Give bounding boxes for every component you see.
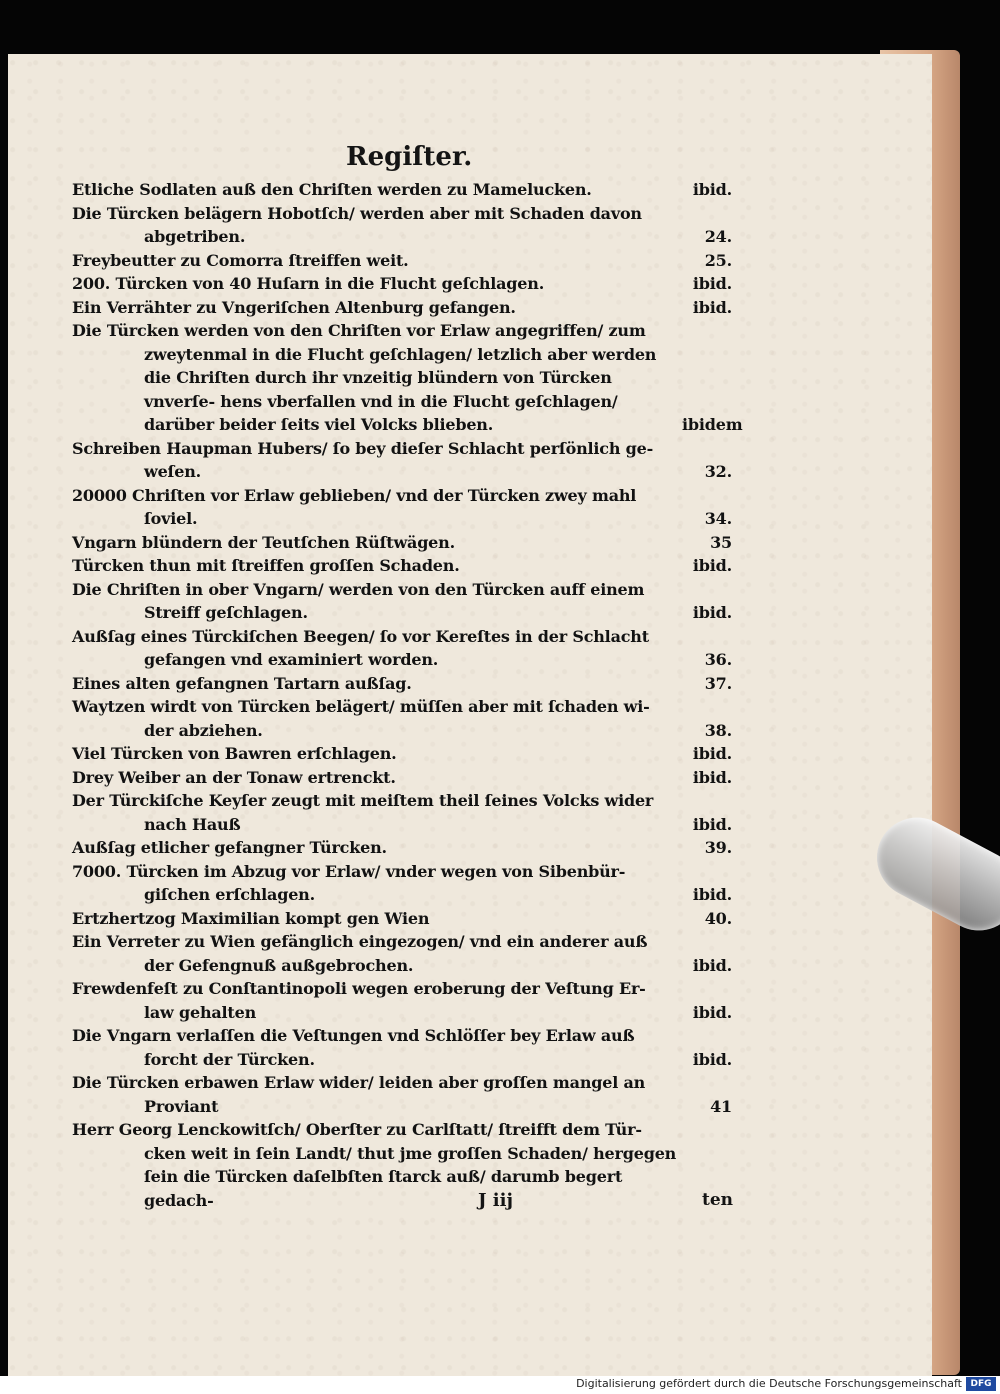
entry-line: Freybeutter zu Comorra ſtreiffen weit. [72, 250, 409, 270]
entry-page-ref: ibid. [692, 955, 732, 975]
entry-continuation: ſoviel. [144, 509, 198, 528]
entry-line: Eines alten gefangnen Tartarn außſag. [72, 673, 412, 693]
entry-line: Herr Georg Lenckowitſch/ Oberſter zu Carlſtatt/ ſtreifft dem Tür- [72, 1120, 642, 1139]
entry-page-ref: ibid. [692, 274, 732, 293]
entry-continuation: weſen. [144, 462, 202, 481]
entry-text [72, 695, 682, 742]
entry-line: Frewdenfeſt zu Conſtantinopoli wegen eroberung der Veſtung Er- [72, 979, 646, 998]
footer-credit: Digitalisierung gefördert durch die Deutsche Forschungsgemeinschaft [576, 1377, 962, 1390]
entry-line: Schreiben Haupman Hubers/ ſo bey dieſer Schlacht perſönlich ge- [72, 438, 654, 458]
entry-text [72, 531, 682, 555]
entry-page-ref: ibid. [692, 297, 732, 317]
entry-continuation: Proviant [144, 1096, 219, 1116]
entry-line: Die Türcken belägern Hobotſch/ werden aber mit Schaden davon [72, 203, 642, 223]
entry-text [72, 202, 682, 249]
register-entry [72, 1024, 732, 1071]
register-entry [72, 296, 732, 320]
entry-text [72, 836, 682, 860]
register-entry [72, 742, 732, 766]
entry-text [72, 860, 682, 907]
entry-text [72, 789, 682, 836]
entry-text [72, 437, 682, 484]
entry-page-ref: ibid. [692, 180, 732, 199]
entry-page-ref: ibid. [692, 603, 732, 622]
entry-text [72, 766, 682, 790]
dfg-logo: DFG [966, 1377, 996, 1391]
register-entry [72, 930, 732, 977]
register-entry [72, 860, 732, 907]
entry-text [72, 742, 682, 766]
entry-continuation: nach Hauß [144, 814, 241, 834]
entry-line: Waytzen wirdt von Türcken belägert/ müſſen aber mit ſchaden wi- [72, 697, 650, 716]
register-entry [72, 272, 732, 296]
entry-line: 7000. Türcken im Abzug vor Erlaw/ vnder wegen von Sibenbür- [72, 861, 626, 881]
register-entry [72, 1071, 732, 1118]
register-entry [72, 578, 732, 625]
register-entry [72, 202, 732, 249]
entry-page-ref: 34. [704, 509, 732, 528]
entry-line: Die Chriſten in ober Vngarn/ werden von den Türcken auff einem [72, 579, 645, 599]
register-entry [72, 437, 732, 484]
entry-line: Vngarn blündern der Teutſchen Rüſtwägen. [72, 532, 455, 552]
entry-continuation: gefangen vnd examiniert worden. [144, 650, 439, 669]
entry-line: Die Türcken werden von den Chriſten vor Erlaw angegriffen/ zum [72, 321, 646, 340]
entry-line: Drey Weiber an der Tonaw ertrenckt. [72, 767, 396, 787]
entry-line: 20000 Chriſten vor Erlaw geblieben/ vnd der Türcken zwey mahl [72, 485, 637, 505]
signature-mark: J iij [478, 1190, 513, 1211]
entry-page-ref: 37. [704, 673, 732, 693]
register-list [72, 178, 743, 1212]
register-entry [72, 836, 732, 860]
register-entry [72, 977, 732, 1024]
entry-page-ref: 32. [704, 462, 732, 481]
entry-line: Die Türcken erbawen Erlaw wider/ leiden aber groſſen mangel an [72, 1073, 646, 1092]
entry-line: Ein Verrähter zu Vngeriſchen Altenburg gefangen. [72, 297, 516, 317]
entry-page-ref: 35 [710, 532, 732, 552]
entry-page-ref: ibid. [692, 767, 732, 787]
entry-page-ref: ibid. [692, 885, 732, 904]
entry-line: Viel Türcken von Bawren erſchlagen. [72, 744, 397, 763]
entry-text [72, 554, 682, 578]
entry-line: Türcken thun mit ſtreiffen groſſen Schaden. [72, 556, 460, 575]
entry-page-ref: 38. [704, 720, 732, 740]
page-title: Regiſter. [346, 142, 473, 172]
catchword: ten [702, 1190, 734, 1210]
entry-page-ref: 24. [704, 227, 732, 246]
entry-continuation: giſchen erſchlagen. [144, 885, 315, 904]
register-entry [72, 531, 732, 555]
register-entry [72, 178, 732, 202]
register-entry [72, 695, 732, 742]
entry-text [72, 672, 682, 696]
entry-line: Außſag etlicher gefangner Türcken. [72, 838, 387, 857]
entry-page-ref: 36. [704, 650, 732, 669]
entry-page-ref: 41 [710, 1096, 732, 1116]
entry-line: Außſag eines Türckiſchen Beegen/ ſo vor Kereſtes in der Schlacht [72, 626, 649, 646]
entry-text [72, 907, 682, 931]
entry-text [72, 178, 682, 202]
register-entry [72, 249, 732, 273]
entry-page-ref: 40. [704, 908, 732, 928]
entry-text [72, 249, 682, 273]
register-entry [72, 1118, 732, 1212]
entry-page-ref: ibid. [692, 814, 732, 834]
entry-continuation: Streiff geſchlagen. [144, 603, 308, 622]
entry-text [72, 930, 682, 977]
entry-continuation: zweytenmal in die Flucht geſchlagen/ letzlich aber werden die Chriſten durch ihr vnzeitig blündern von Türcken vnverſe- hens vberfallen vnd in die Flucht geſchlagen/ darüber beider ſeits viel Volcks blieben. [144, 344, 657, 434]
entry-text [72, 1071, 682, 1118]
entry-page-ref: 25. [704, 250, 732, 270]
entry-continuation: der abziehen. [144, 720, 263, 740]
entry-line: Die Vngarn verlaſſen die Veſtungen vnd Schlöſſer bey Erlaw auß [72, 1026, 635, 1045]
register-entry [72, 484, 732, 531]
register-entry [72, 672, 732, 696]
entry-page-ref: ibid. [692, 744, 732, 763]
register-entry [72, 625, 732, 672]
register-entry [72, 907, 732, 931]
entry-page-ref: ibid. [692, 1049, 732, 1069]
entry-text [72, 296, 682, 320]
register-entry [72, 789, 732, 836]
entry-text [72, 272, 682, 296]
entry-line: Ertzhertzog Maximilian kompt gen Wien [72, 908, 430, 928]
entry-continuation: forcht der Türcken. [144, 1049, 315, 1069]
entry-text [72, 578, 682, 625]
register-entry [72, 766, 732, 790]
entry-text [72, 977, 682, 1024]
entry-text [72, 484, 682, 531]
entry-text [72, 319, 682, 437]
entry-continuation: der Gefengnuß außgebrochen. [144, 955, 414, 975]
entry-page-ref: ibidem [682, 415, 743, 434]
entry-line: Ein Verreter zu Wien gefänglich eingezogen/ vnd ein anderer auß [72, 932, 648, 951]
entry-text [72, 625, 682, 672]
entry-line: Etliche Sodlaten auß den Chriſten werden zu Mamelucken. [72, 180, 592, 199]
entry-text [72, 1024, 682, 1071]
register-entry [72, 319, 743, 437]
entry-continuation: cken weit in ſein Landt/ thut jme groſſen Schaden/ hergegen ſein die Türcken daſelbſten ſtarck auß/ darumb begert gedach- [144, 1143, 677, 1210]
entry-continuation: law gehalten [144, 1002, 257, 1022]
entry-page-ref: ibid. [692, 556, 732, 575]
entry-line: Der Türckiſche Keyſer zeugt mit meiſtem theil ſeines Volcks wider [72, 791, 654, 810]
register-entry [72, 554, 732, 578]
entry-page-ref: ibid. [692, 1002, 732, 1022]
entry-continuation: abgetriben. [144, 227, 246, 246]
entry-page-ref: 39. [704, 838, 732, 857]
entry-line: 200. Türcken von 40 Huſarn in die Flucht geſchlagen. [72, 274, 545, 293]
entry-text [72, 1118, 682, 1212]
